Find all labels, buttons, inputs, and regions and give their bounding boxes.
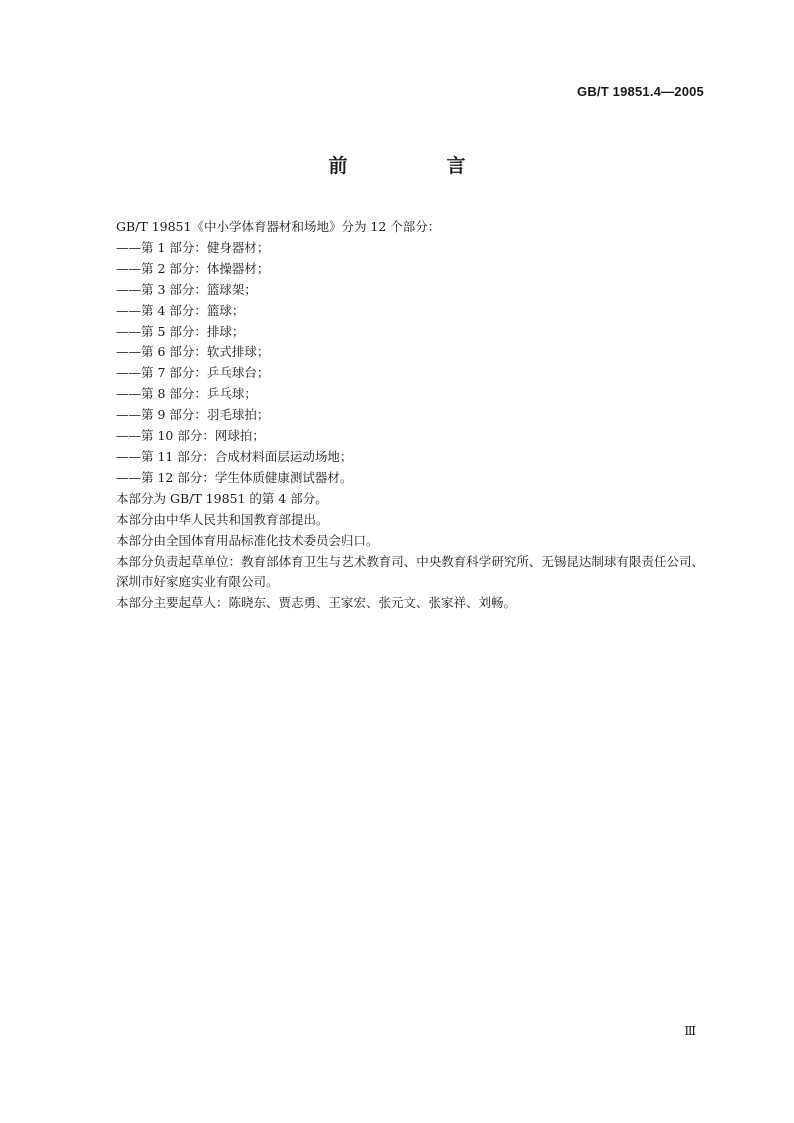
page-title: 前 言 <box>328 155 506 177</box>
body-text <box>92 217 704 614</box>
list-item: ——第 6 部分：软式排球； <box>116 344 270 360</box>
list-item: ——第 5 部分：排球； <box>116 323 245 339</box>
standard-code: GB/T 19851.4—2005 <box>577 84 704 99</box>
page-number: Ⅲ <box>684 1024 696 1038</box>
drafters-statement: 本部分主要起草人：陈晓东、贾志勇、王家宏、张元文、张家祥、刘畅。 <box>116 595 517 611</box>
list-item: ——第 9 部分：羽毛球拍； <box>116 407 270 423</box>
drafting-units-statement: 本部分负责起草单位：教育部体育卫生与艺术教育司、中央教育科学研究所、无锡昆达制球有限责任公司、深圳市好家庭实业有限公司。 <box>116 553 704 590</box>
list-item: ——第 2 部分：体操器材； <box>116 260 270 276</box>
list-item: ——第 8 部分：乒乓球； <box>116 386 257 402</box>
list-item: ——第 4 部分：篮球； <box>116 302 245 318</box>
list-item: ——第 11 部分：合成材料面层运动场地； <box>116 448 353 464</box>
list-item: ——第 10 部分：网球拍； <box>116 428 265 444</box>
intro-paragraph: GB/T 19851《中小学体育器材和场地》分为 12 个部分： <box>116 219 441 234</box>
centralized-by-statement: 本部分由全国体育用品标准化技术委员会归口。 <box>116 532 379 548</box>
list-item: ——第 7 部分：乒乓球台； <box>116 365 270 381</box>
list-item: ——第 12 部分：学生体质健康测试器材。 <box>116 469 353 485</box>
this-part-statement: 本部分为 GB/T 19851 的第 4 部分。 <box>116 490 328 506</box>
list-item: ——第 3 部分：篮球架； <box>116 281 257 297</box>
parts-list <box>92 238 704 489</box>
list-item: ——第 1 部分：健身器材； <box>116 239 270 255</box>
proposed-by-statement: 本部分由中华人民共和国教育部提出。 <box>116 511 329 527</box>
